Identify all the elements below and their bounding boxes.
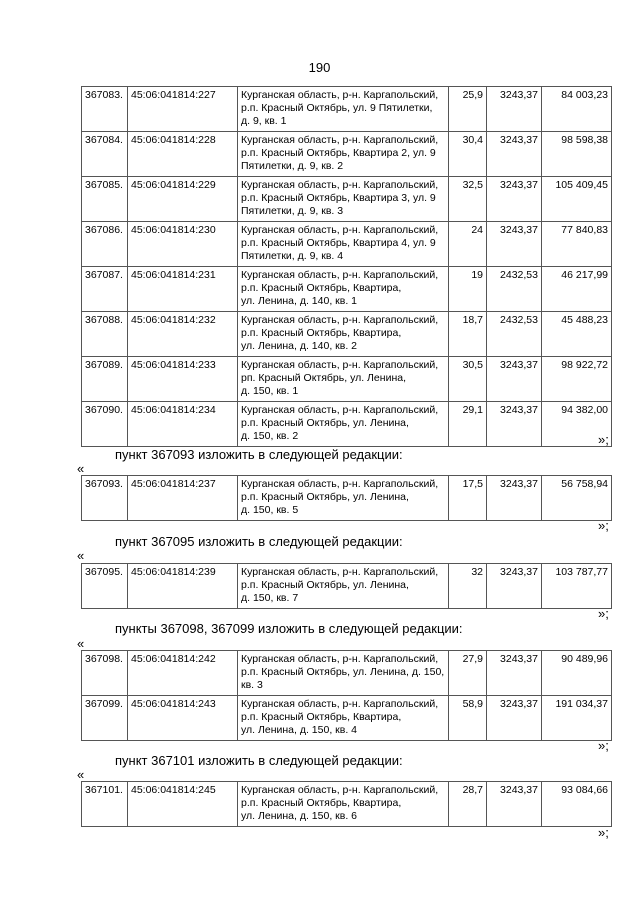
closing-quote-5: »;	[598, 825, 609, 840]
area-cell: 24	[449, 222, 487, 267]
address-cell	[238, 222, 449, 267]
area-cell: 30,5	[449, 357, 487, 402]
address-line: Пятилетки, д. 9, кв. 4	[241, 250, 344, 262]
address-line: р.п. Красный Октябрь, Квартира,	[241, 711, 402, 723]
total-value-cell: 98 598,38	[542, 132, 612, 177]
address-line: Курганская область, р-н. Каргапольский,	[241, 134, 439, 146]
area-cell: 32	[449, 564, 487, 609]
cadastral-number-cell: 45:06:041814:239	[128, 564, 238, 609]
address-line: р.п. Красный Октябрь, Квартира,	[241, 282, 402, 294]
address-cell	[238, 696, 449, 741]
address-line: Курганская область, р-н. Каргапольский,	[241, 224, 439, 236]
unit-price-cell: 3243,37	[487, 222, 542, 267]
cadastral-number-cell: 45:06:041814:227	[128, 87, 238, 132]
table-row	[82, 782, 612, 827]
address-line: Курганская область, р-н. Каргапольский,	[241, 269, 439, 281]
address-line: р.п. Красный Октябрь, Квартира,	[241, 797, 402, 809]
table-4	[81, 650, 612, 741]
table-2	[81, 475, 612, 521]
total-value-cell: 90 489,96	[542, 651, 612, 696]
table-5	[81, 781, 612, 827]
address-line: р.п. Красный Октябрь, ул. Ленина, д. 150,	[241, 666, 445, 678]
total-value-cell: 77 840,83	[542, 222, 612, 267]
address-line: д. 9, кв. 1	[241, 115, 287, 127]
closing-quote-2: »;	[598, 518, 609, 533]
table-row	[82, 357, 612, 402]
address-line: ул. Ленина, д. 140, кв. 2	[241, 340, 358, 352]
address-line: р.п. Красный Октябрь, Квартира 3, ул. 9	[241, 192, 436, 204]
table-row	[82, 402, 612, 447]
address-line: Пятилетки, д. 9, кв. 3	[241, 205, 344, 217]
heading-4: пункт 367101 изложить в следующей редакции:	[115, 753, 403, 768]
unit-price-cell: 3243,37	[487, 564, 542, 609]
address-line: Курганская область, р-н. Каргапольский,	[241, 653, 439, 665]
unit-price-cell: 2432,53	[487, 267, 542, 312]
row-number-cell: 367087.	[82, 267, 128, 312]
cadastral-number-cell: 45:06:041814:233	[128, 357, 238, 402]
table-row	[82, 651, 612, 696]
address-line: р.п. Красный Октябрь, ул. Ленина,	[241, 417, 409, 429]
row-number-cell: 367085.	[82, 177, 128, 222]
address-cell	[238, 402, 449, 447]
page-number: 190	[308, 60, 331, 75]
address-line: Курганская область, р-н. Каргапольский,	[241, 784, 439, 796]
row-number-cell: 367090.	[82, 402, 128, 447]
area-cell: 17,5	[449, 476, 487, 521]
address-line: р.п. Красный Октябрь, ул. 9 Пятилетки,	[241, 102, 433, 114]
table-row	[82, 696, 612, 741]
unit-price-cell: 3243,37	[487, 782, 542, 827]
opening-quote-1: «	[77, 461, 85, 476]
table-row	[82, 476, 612, 521]
address-line: р.п. Красный Октябрь, Квартира,	[241, 327, 402, 339]
cadastral-number-cell: 45:06:041814:231	[128, 267, 238, 312]
unit-price-cell: 2432,53	[487, 312, 542, 357]
total-value-cell: 84 003,23	[542, 87, 612, 132]
total-value-cell: 56 758,94	[542, 476, 612, 521]
address-line: ул. Ленина, д. 150, кв. 4	[241, 724, 358, 736]
row-number-cell: 367098.	[82, 651, 128, 696]
table-row	[82, 87, 612, 132]
address-line: Курганская область, р-н. Каргапольский,	[241, 89, 439, 101]
unit-price-cell: 3243,37	[487, 476, 542, 521]
row-number-cell: 367089.	[82, 357, 128, 402]
address-cell	[238, 132, 449, 177]
total-value-cell: 105 409,45	[542, 177, 612, 222]
address-line: р.п. Красный Октябрь, ул. Ленина,	[241, 491, 409, 503]
closing-quote-3: »;	[598, 606, 609, 621]
table-row	[82, 177, 612, 222]
closing-quote-4: »;	[598, 738, 609, 753]
address-cell	[238, 651, 449, 696]
total-value-cell: 94 382,00	[542, 402, 612, 447]
address-cell	[238, 782, 449, 827]
address-line: д. 150, кв. 2	[241, 430, 299, 442]
address-line: Пятилетки, д. 9, кв. 2	[241, 160, 344, 172]
total-value-cell: 98 922,72	[542, 357, 612, 402]
unit-price-cell: 3243,37	[487, 696, 542, 741]
address-line: Курганская область, р-н. Каргапольский,	[241, 566, 439, 578]
address-cell	[238, 312, 449, 357]
address-cell	[238, 564, 449, 609]
area-cell: 25,9	[449, 87, 487, 132]
closing-quote-1: »;	[598, 432, 609, 447]
row-number-cell: 367095.	[82, 564, 128, 609]
address-line: р.п. Красный Октябрь, Квартира 2, ул. 9	[241, 147, 436, 159]
address-cell	[238, 476, 449, 521]
cadastral-number-cell: 45:06:041814:242	[128, 651, 238, 696]
row-number-cell: 367083.	[82, 87, 128, 132]
cadastral-number-cell: 45:06:041814:232	[128, 312, 238, 357]
total-value-cell: 103 787,77	[542, 564, 612, 609]
address-cell	[238, 267, 449, 312]
area-cell: 29,1	[449, 402, 487, 447]
cadastral-number-cell: 45:06:041814:234	[128, 402, 238, 447]
row-number-cell: 367093.	[82, 476, 128, 521]
row-number-cell: 367084.	[82, 132, 128, 177]
table-3	[81, 563, 612, 609]
cadastral-number-cell: 45:06:041814:229	[128, 177, 238, 222]
total-value-cell: 93 084,66	[542, 782, 612, 827]
area-cell: 27,9	[449, 651, 487, 696]
cadastral-number-cell: 45:06:041814:243	[128, 696, 238, 741]
opening-quote-4: «	[77, 767, 85, 782]
address-line: д. 150, кв. 1	[241, 385, 299, 397]
table-row	[82, 267, 612, 312]
total-value-cell: 191 034,37	[542, 696, 612, 741]
table-1	[81, 86, 612, 447]
address-line: д. 150, кв. 7	[241, 592, 299, 604]
address-cell	[238, 177, 449, 222]
address-line: д. 150, кв. 5	[241, 504, 299, 516]
opening-quote-2: «	[77, 548, 85, 563]
cadastral-number-cell: 45:06:041814:245	[128, 782, 238, 827]
row-number-cell: 367099.	[82, 696, 128, 741]
cadastral-number-cell: 45:06:041814:230	[128, 222, 238, 267]
total-value-cell: 46 217,99	[542, 267, 612, 312]
table-row	[82, 132, 612, 177]
total-value-cell: 45 488,23	[542, 312, 612, 357]
area-cell: 58,9	[449, 696, 487, 741]
address-line: Курганская область, р-н. Каргапольский,	[241, 404, 439, 416]
area-cell: 30,4	[449, 132, 487, 177]
unit-price-cell: 3243,37	[487, 402, 542, 447]
address-line: Курганская область, р-н. Каргапольский,	[241, 179, 439, 191]
address-line: ул. Ленина, д. 150, кв. 6	[241, 810, 358, 822]
address-line: рп. Красный Октябрь, ул. Ленина,	[241, 372, 406, 384]
table-row	[82, 312, 612, 357]
address-line: Курганская область, р-н. Каргапольский,	[241, 314, 439, 326]
unit-price-cell: 3243,37	[487, 132, 542, 177]
address-cell	[238, 87, 449, 132]
heading-3: пункты 367098, 367099 изложить в следующей редакции:	[115, 621, 463, 636]
row-number-cell: 367101.	[82, 782, 128, 827]
area-cell: 18,7	[449, 312, 487, 357]
address-line: ул. Ленина, д. 140, кв. 1	[241, 295, 358, 307]
cadastral-number-cell: 45:06:041814:237	[128, 476, 238, 521]
unit-price-cell: 3243,37	[487, 177, 542, 222]
unit-price-cell: 3243,37	[487, 87, 542, 132]
address-cell	[238, 357, 449, 402]
opening-quote-3: «	[77, 636, 85, 651]
unit-price-cell: 3243,37	[487, 357, 542, 402]
address-line: Курганская область, р-н. Каргапольский,	[241, 359, 439, 371]
address-line: р.п. Красный Октябрь, ул. Ленина,	[241, 579, 409, 591]
unit-price-cell: 3243,37	[487, 651, 542, 696]
heading-2: пункт 367095 изложить в следующей редакции:	[115, 534, 403, 549]
row-number-cell: 367088.	[82, 312, 128, 357]
row-number-cell: 367086.	[82, 222, 128, 267]
cadastral-number-cell: 45:06:041814:228	[128, 132, 238, 177]
table-row	[82, 222, 612, 267]
address-line: р.п. Красный Октябрь, Квартира 4, ул. 9	[241, 237, 436, 249]
address-line: Курганская область, р-н. Каргапольский,	[241, 698, 439, 710]
area-cell: 28,7	[449, 782, 487, 827]
area-cell: 19	[449, 267, 487, 312]
address-line: Курганская область, р-н. Каргапольский,	[241, 478, 439, 490]
area-cell: 32,5	[449, 177, 487, 222]
address-line: кв. 3	[241, 679, 263, 691]
table-row	[82, 564, 612, 609]
heading-1: пункт 367093 изложить в следующей редакции:	[115, 447, 403, 462]
